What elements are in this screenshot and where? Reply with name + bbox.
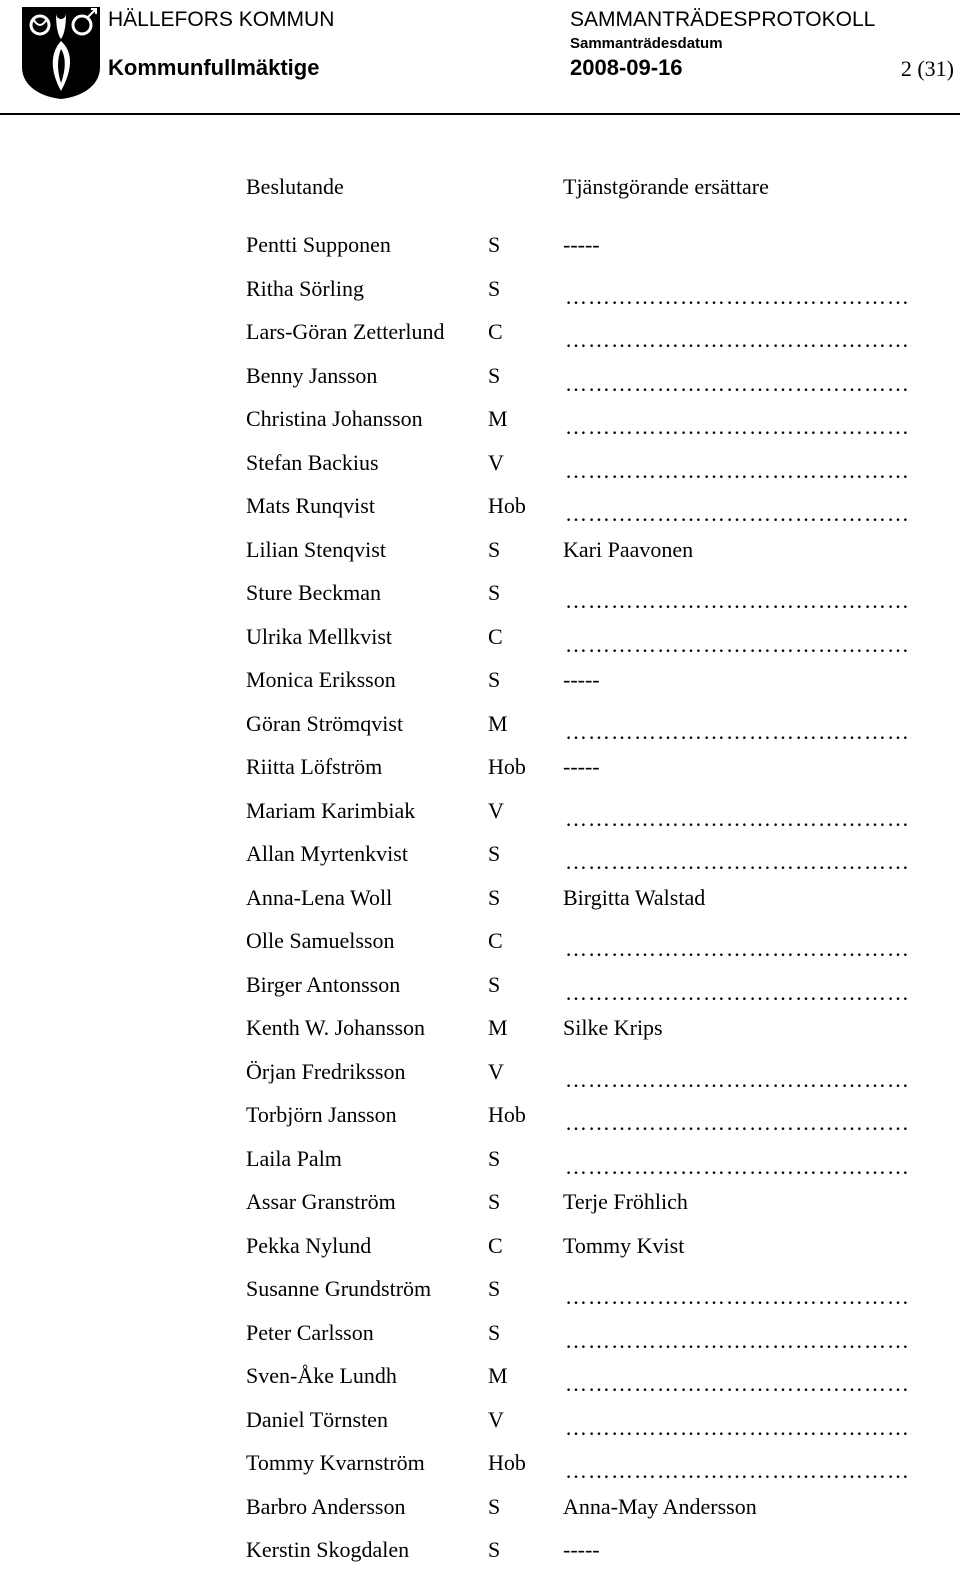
roster-row bbox=[246, 1144, 960, 1188]
member-name: Pekka Nylund bbox=[246, 1232, 372, 1258]
roster-row bbox=[246, 448, 960, 492]
municipality-name: HÄLLEFORS KOMMUN bbox=[108, 8, 335, 31]
member-name: Ritha Sörling bbox=[246, 275, 364, 301]
member-party: S bbox=[488, 1189, 501, 1214]
member-party: Hob bbox=[488, 754, 526, 779]
substitute-placeholder-dots: ……………………………………… bbox=[565, 414, 910, 439]
substitute-placeholder-dots: ……………………………………… bbox=[565, 1371, 910, 1396]
roster-row bbox=[246, 665, 960, 709]
roster-row bbox=[246, 491, 960, 535]
municipality-coat-of-arms-logo bbox=[20, 5, 102, 100]
member-party: S bbox=[488, 884, 501, 910]
member-name: Kenth W. Johansson bbox=[246, 1015, 426, 1040]
member-name: Benny Jansson bbox=[246, 362, 378, 388]
substitute-placeholder-dots: ……………………………………… bbox=[565, 283, 910, 309]
member-name: Lars-Göran Zetterlund bbox=[246, 319, 445, 344]
member-name: Mats Runqvist bbox=[246, 493, 375, 518]
roster-row bbox=[246, 1535, 960, 1579]
substitute-name: Terje Fröhlich bbox=[563, 1189, 688, 1214]
document-type: SAMMANTRÄDESPROTOKOLL bbox=[570, 8, 876, 31]
member-name: Daniel Törnsten bbox=[246, 1406, 388, 1432]
substitute-placeholder-dots: ……………………………………… bbox=[565, 936, 910, 961]
substitute-placeholder-dots: ……………………………………… bbox=[565, 1458, 910, 1483]
member-name: Sven-Åke Lundh bbox=[246, 1363, 397, 1388]
member-name: Riitta Löfström bbox=[246, 754, 383, 779]
member-party: S bbox=[488, 580, 501, 605]
roster-row bbox=[246, 883, 960, 927]
member-name: Göran Strömqvist bbox=[246, 710, 404, 736]
substitute-placeholder-dots: ……………………………………… bbox=[565, 979, 910, 1005]
member-party: S bbox=[488, 1493, 501, 1519]
member-party: S bbox=[488, 667, 501, 692]
roster-row bbox=[246, 1492, 960, 1536]
member-name: Stefan Backius bbox=[246, 449, 379, 475]
member-name: Lilian Stenqvist bbox=[246, 536, 386, 562]
substitute-placeholder-dots: ……………………………………… bbox=[565, 805, 910, 831]
substitute-placeholder-dots: ……………………………………… bbox=[565, 1066, 910, 1092]
member-name: Örjan Fredriksson bbox=[246, 1058, 406, 1084]
roster-row bbox=[246, 1274, 960, 1318]
roster-row bbox=[246, 361, 960, 405]
member-name: Barbro Andersson bbox=[246, 1493, 406, 1519]
member-party: C bbox=[488, 319, 503, 344]
roster-row bbox=[246, 1361, 960, 1405]
member-name: Assar Granström bbox=[246, 1189, 396, 1214]
substitute-name: Silke Krips bbox=[563, 1015, 663, 1040]
member-party: S bbox=[488, 275, 501, 301]
member-roster bbox=[246, 230, 960, 1579]
substitute-name: Kari Paavonen bbox=[563, 536, 694, 562]
organ-name: Kommunfullmäktige bbox=[108, 55, 320, 80]
roster-row bbox=[246, 274, 960, 318]
substitute-placeholder-dots: ……………………………………… bbox=[565, 718, 910, 744]
member-party: S bbox=[488, 1276, 501, 1301]
meeting-date: 2008-09-16 bbox=[570, 55, 683, 80]
substitute-placeholder-dots: ……………………………………… bbox=[565, 1284, 910, 1309]
roster-row bbox=[246, 709, 960, 753]
member-party: C bbox=[488, 928, 503, 953]
member-party: M bbox=[488, 406, 508, 431]
member-name: Christina Johansson bbox=[246, 406, 423, 431]
roster-row bbox=[246, 317, 960, 361]
roster-row bbox=[246, 1231, 960, 1275]
roster-row bbox=[246, 230, 960, 274]
member-name: Torbjörn Jansson bbox=[246, 1102, 397, 1127]
substitute-name: ----- bbox=[563, 232, 600, 257]
member-party: S bbox=[488, 971, 501, 997]
substitute-name: ----- bbox=[563, 1537, 600, 1562]
member-party: S bbox=[488, 1537, 501, 1562]
member-name: Anna-Lena Woll bbox=[246, 884, 393, 910]
header-divider bbox=[0, 113, 960, 115]
member-name: Monica Eriksson bbox=[246, 667, 396, 692]
member-party: M bbox=[488, 1363, 508, 1388]
member-party: S bbox=[488, 232, 501, 257]
substitute-placeholder-dots: ……………………………………… bbox=[565, 457, 910, 483]
substitute-placeholder-dots: ……………………………………… bbox=[565, 849, 910, 874]
roster-row bbox=[246, 752, 960, 796]
member-name: Pentti Supponen bbox=[246, 232, 391, 257]
member-party: C bbox=[488, 623, 503, 649]
roster-row bbox=[246, 1100, 960, 1144]
page-header bbox=[0, 0, 960, 115]
member-party: Hob bbox=[488, 1450, 526, 1475]
roster-row bbox=[246, 796, 960, 840]
roster-row bbox=[246, 1013, 960, 1057]
member-party: S bbox=[488, 1319, 501, 1345]
member-party: Hob bbox=[488, 1102, 526, 1127]
substitute-placeholder-dots: ……………………………………… bbox=[565, 501, 910, 526]
substitute-placeholder-dots: ……………………………………… bbox=[565, 1327, 910, 1353]
member-party: V bbox=[488, 449, 504, 475]
member-name: Birger Antonsson bbox=[246, 971, 401, 997]
member-party: V bbox=[488, 1406, 504, 1432]
substitute-placeholder-dots: ……………………………………… bbox=[565, 1414, 910, 1440]
substitutes-column-heading: Tjänstgörande ersättare bbox=[563, 174, 769, 199]
member-name: Sture Beckman bbox=[246, 580, 382, 605]
member-name: Olle Samuelsson bbox=[246, 928, 395, 953]
substitute-name: ----- bbox=[563, 754, 600, 779]
page-number: 2 (31) bbox=[900, 56, 954, 81]
substitute-placeholder-dots: ……………………………………… bbox=[565, 327, 910, 352]
members-column-heading: Beslutande bbox=[246, 174, 344, 199]
member-name: Laila Palm bbox=[246, 1145, 342, 1171]
substitute-placeholder-dots: ……………………………………… bbox=[565, 631, 910, 657]
member-party: Hob bbox=[488, 493, 526, 518]
roster-row bbox=[246, 535, 960, 579]
substitute-name: Birgitta Walstad bbox=[563, 884, 706, 910]
substitute-placeholder-dots: ……………………………………… bbox=[565, 370, 910, 396]
member-party: C bbox=[488, 1232, 503, 1258]
member-name: Ulrika Mellkvist bbox=[246, 623, 393, 649]
member-name: Tommy Kvarnström bbox=[246, 1450, 425, 1475]
substitute-placeholder-dots: ……………………………………… bbox=[565, 1110, 910, 1135]
roster-row bbox=[246, 1405, 960, 1449]
member-party: V bbox=[488, 1058, 504, 1084]
member-party: S bbox=[488, 1145, 501, 1171]
roster-row bbox=[246, 839, 960, 883]
roster-row bbox=[246, 578, 960, 622]
roster-row bbox=[246, 1057, 960, 1101]
substitute-name: Anna-May Andersson bbox=[563, 1493, 757, 1519]
member-party: V bbox=[488, 797, 504, 823]
roster-row bbox=[246, 1318, 960, 1362]
member-party: S bbox=[488, 362, 501, 388]
member-name: Kerstin Skogdalen bbox=[246, 1537, 410, 1562]
date-label: Sammanträdesdatum bbox=[570, 35, 723, 52]
member-party: M bbox=[488, 710, 508, 736]
substitute-placeholder-dots: ……………………………………… bbox=[565, 1153, 910, 1179]
substitute-placeholder-dots: ……………………………………… bbox=[565, 588, 910, 613]
member-name: Allan Myrtenkvist bbox=[246, 841, 408, 866]
substitute-name: ----- bbox=[563, 667, 600, 692]
roster-row bbox=[246, 622, 960, 666]
member-name: Susanne Grundström bbox=[246, 1276, 432, 1301]
member-party: S bbox=[488, 536, 501, 562]
member-name: Mariam Karimbiak bbox=[246, 797, 416, 823]
roster-row bbox=[246, 1448, 960, 1492]
roster-row bbox=[246, 926, 960, 970]
substitute-name: Tommy Kvist bbox=[563, 1232, 685, 1258]
roster-row bbox=[246, 1187, 960, 1231]
roster-row bbox=[246, 404, 960, 448]
member-party: S bbox=[488, 841, 501, 866]
member-name: Peter Carlsson bbox=[246, 1319, 374, 1345]
member-party: M bbox=[488, 1015, 508, 1040]
roster-row bbox=[246, 970, 960, 1014]
